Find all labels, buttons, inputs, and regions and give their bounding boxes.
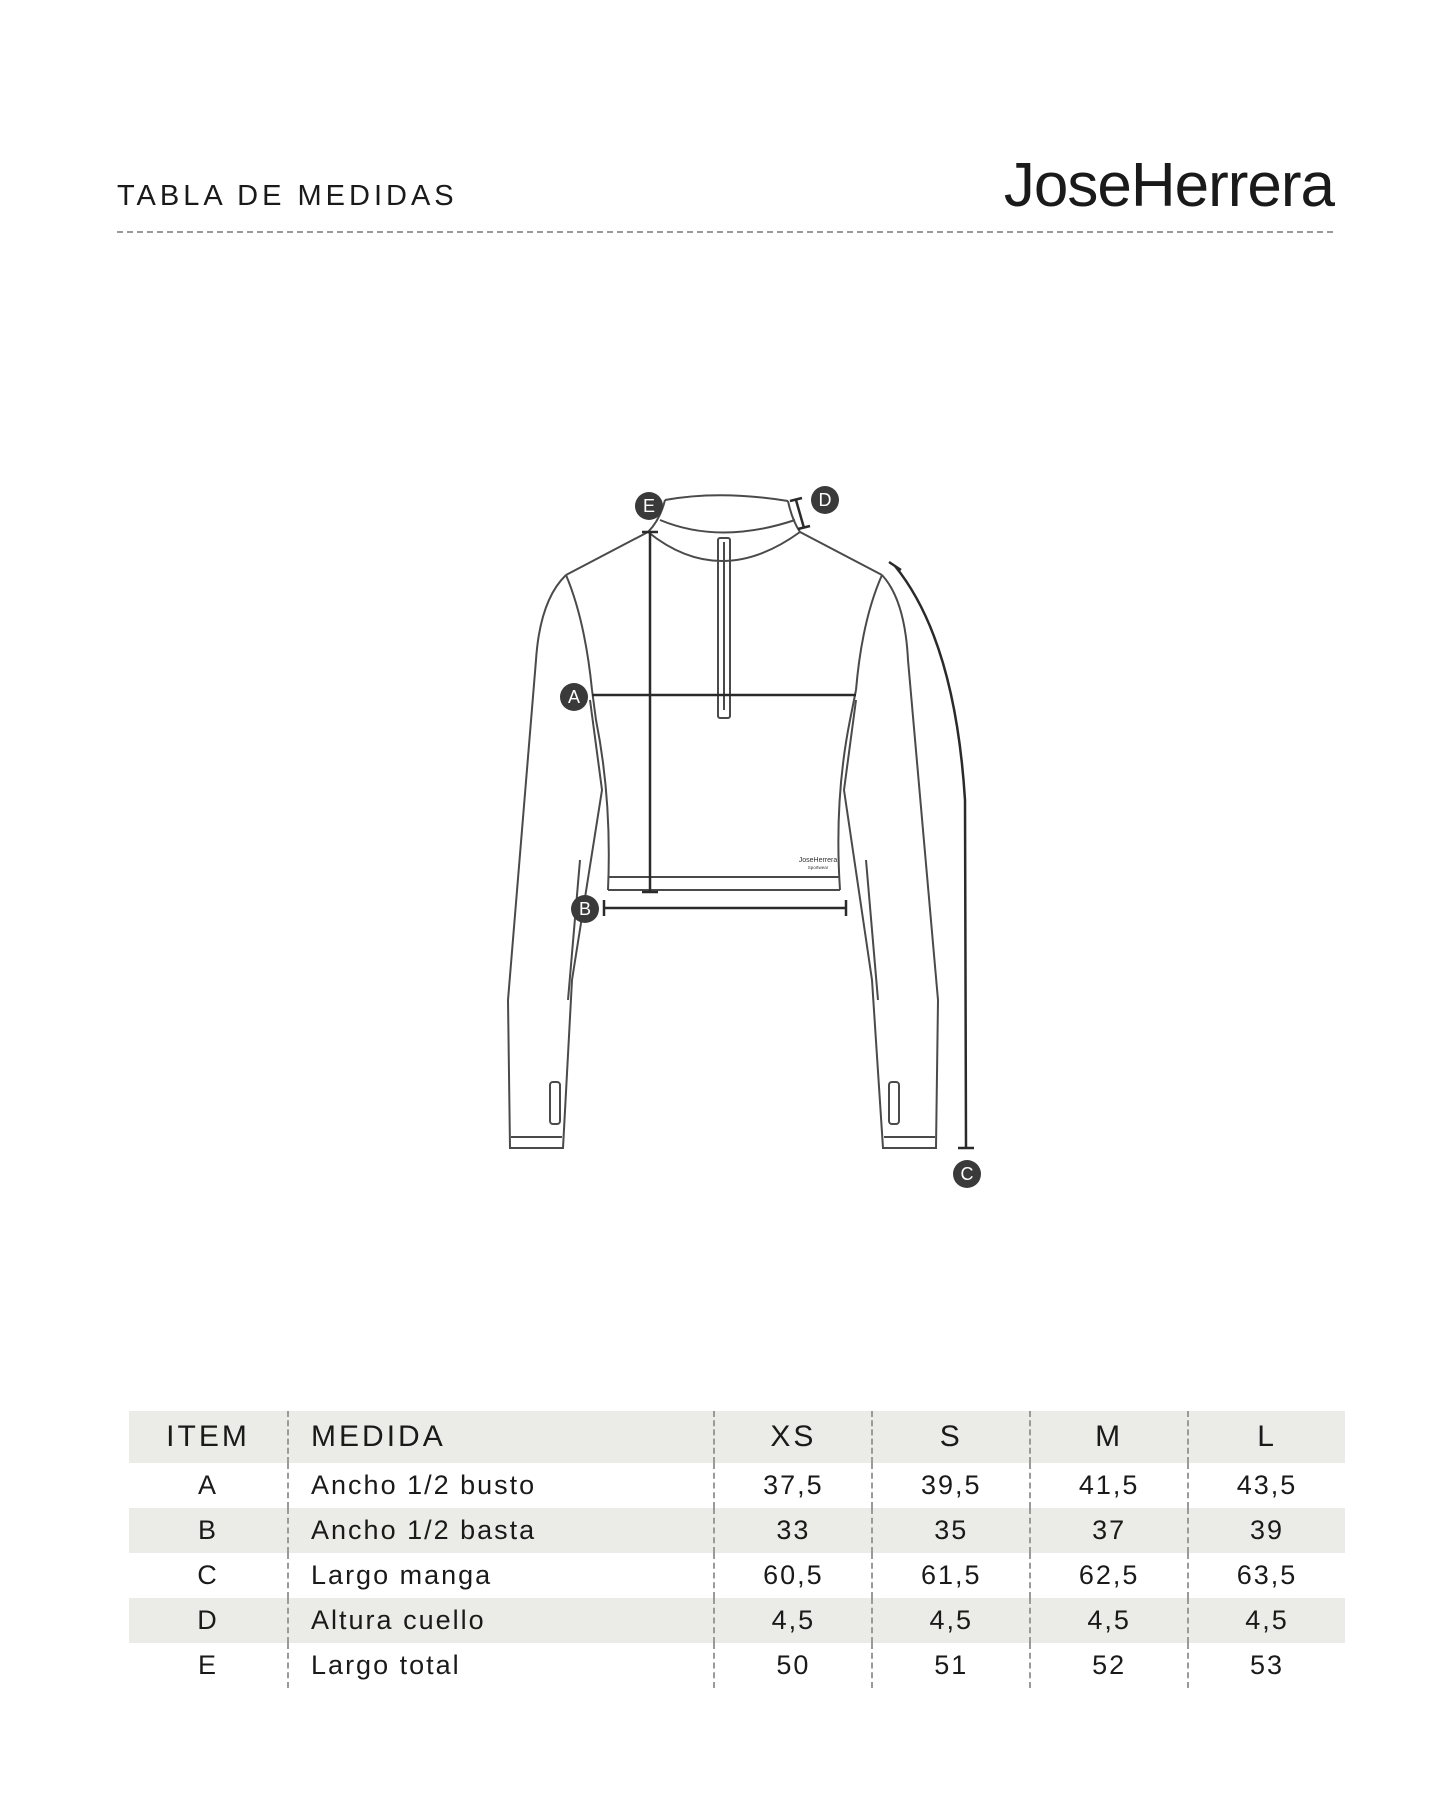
cell-item: D xyxy=(129,1598,288,1643)
cell-m: 62,5 xyxy=(1030,1553,1188,1598)
cell-xs: 37,5 xyxy=(714,1463,872,1508)
garment-tag-sub: Sportwear xyxy=(807,865,829,870)
cell-xs: 60,5 xyxy=(714,1553,872,1598)
cell-s: 51 xyxy=(872,1643,1030,1688)
cell-s: 35 xyxy=(872,1508,1030,1553)
brand-logo: JoseHerrera xyxy=(1003,151,1334,220)
measure-lines xyxy=(592,498,974,1148)
label-c-badge xyxy=(953,1160,981,1188)
label-a-text: A xyxy=(567,687,581,707)
table-row xyxy=(129,1508,1345,1553)
label-a-badge xyxy=(560,683,588,711)
header-l: L xyxy=(1188,1411,1345,1463)
cell-xs: 50 xyxy=(714,1643,872,1688)
cell-m: 41,5 xyxy=(1030,1463,1188,1508)
header-item: ITEM xyxy=(129,1411,288,1463)
sweater-outline xyxy=(508,495,938,1148)
cell-medida: Largo total xyxy=(288,1643,714,1688)
header-m: M xyxy=(1030,1411,1188,1463)
cell-item: E xyxy=(129,1643,288,1688)
cell-medida: Ancho 1/2 basta xyxy=(288,1508,714,1553)
garment-tag xyxy=(799,857,838,870)
cell-s: 61,5 xyxy=(872,1553,1030,1598)
cell-l: 53 xyxy=(1250,1650,1285,1680)
measure-labels xyxy=(560,486,981,1188)
cell-xs: 4,5 xyxy=(714,1598,872,1643)
cell-m: 52 xyxy=(1030,1643,1188,1688)
label-d-badge xyxy=(811,486,839,514)
cell-l: 4,5 xyxy=(1188,1598,1345,1643)
cell-xs: 33 xyxy=(714,1508,872,1553)
cell-medida: Ancho 1/2 busto xyxy=(288,1463,714,1508)
cell-s: 39,5 xyxy=(872,1463,1030,1508)
cell-s: 4,5 xyxy=(872,1598,1030,1643)
cell-item: C xyxy=(129,1553,288,1598)
cell-m: 37 xyxy=(1030,1508,1188,1553)
label-e-text: E xyxy=(642,496,656,516)
label-e-badge xyxy=(635,492,663,520)
label-d-text: D xyxy=(818,490,832,510)
label-c-text: C xyxy=(960,1164,974,1184)
cell-medida: Altura cuello xyxy=(288,1598,714,1643)
measure-line-c xyxy=(895,566,966,1148)
table-header-row xyxy=(129,1411,1345,1463)
table-row xyxy=(129,1553,1345,1598)
header-s: S xyxy=(872,1411,1030,1463)
page-title: TABLA DE MEDIDAS xyxy=(117,180,458,212)
garment-tag-brand: JoseHerrera xyxy=(798,857,838,864)
header-xs: XS xyxy=(714,1411,872,1463)
table-row xyxy=(129,1598,1345,1643)
cell-item: A xyxy=(129,1463,288,1508)
measure-line-d xyxy=(796,500,804,528)
cell-m: 4,5 xyxy=(1030,1598,1188,1643)
cell-l: 43,5 xyxy=(1236,1470,1298,1500)
table-row xyxy=(129,1643,1345,1688)
cell-l: 63,5 xyxy=(1236,1560,1298,1590)
label-b-badge xyxy=(571,895,599,923)
header-medida: MEDIDA xyxy=(288,1411,714,1463)
label-b-text: B xyxy=(578,899,592,919)
table-row xyxy=(129,1463,1345,1508)
cell-medida: Largo manga xyxy=(288,1553,714,1598)
cell-item: B xyxy=(129,1508,288,1553)
size-table xyxy=(129,1411,1345,1688)
cell-l: 39 xyxy=(1188,1508,1345,1553)
